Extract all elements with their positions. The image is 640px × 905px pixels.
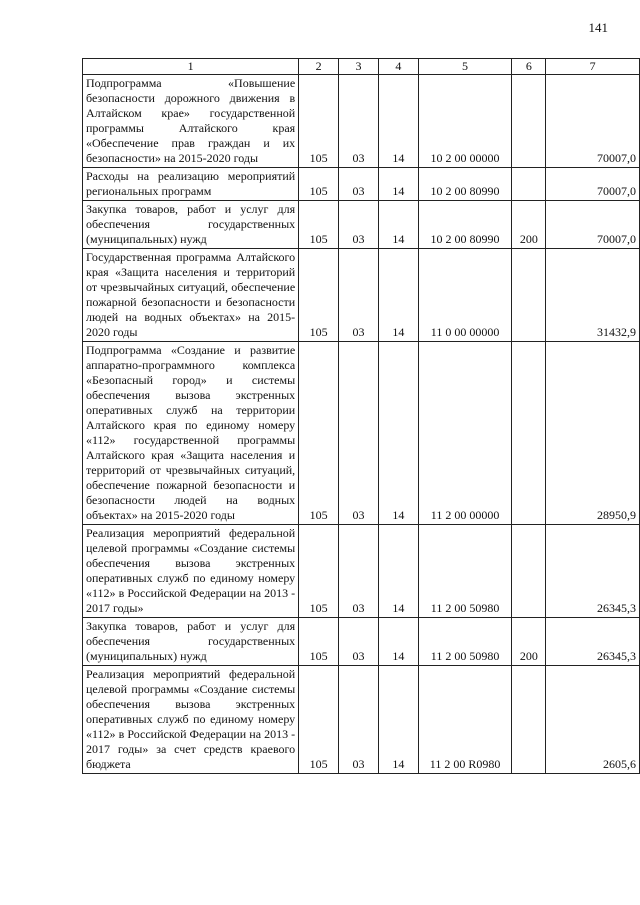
row-subsection-cell: 14	[378, 201, 418, 249]
row-expense-type-cell: 200	[512, 618, 546, 666]
row-amount-cell: 31432,9	[546, 249, 640, 342]
row-name-cell: Закупка товаров, работ и услуг для обеспечения государственных (муниципальных) нужд	[83, 618, 299, 666]
row-code-cell: 105	[299, 168, 339, 201]
table-row	[83, 342, 640, 525]
row-amount-cell: 26345,3	[546, 525, 640, 618]
row-code-cell: 105	[299, 342, 339, 525]
row-name-cell: Подпрограмма «Создание и развитие аппаратно-программного комплекса «Безопасный город» и системы обеспечения вызова экстренных оперативных служб на территории Алтайского края по единому номеру «112» государственной программы Алтайского края «Защита населения и территорий от чрезвычайных ситуаций, обеспечение пожарной безопасности и безопасности людей на водных объектах» на 2015-2020 годы	[83, 342, 299, 525]
row-subsection-cell: 14	[378, 249, 418, 342]
row-code-cell: 105	[299, 618, 339, 666]
row-target-article-cell: 10 2 00 80990	[418, 201, 512, 249]
row-section-cell: 03	[339, 342, 379, 525]
row-subsection-cell: 14	[378, 666, 418, 774]
row-expense-type-cell	[512, 666, 546, 774]
table-row	[83, 618, 640, 666]
header-cell: 4	[378, 59, 418, 75]
row-code-cell: 105	[299, 666, 339, 774]
budget-table	[82, 58, 640, 774]
row-subsection-cell: 14	[378, 168, 418, 201]
row-expense-type-cell	[512, 249, 546, 342]
row-section-cell: 03	[339, 525, 379, 618]
row-amount-cell: 70007,0	[546, 168, 640, 201]
table-row	[83, 201, 640, 249]
row-subsection-cell: 14	[378, 342, 418, 525]
row-expense-type-cell	[512, 342, 546, 525]
header-cell: 2	[299, 59, 339, 75]
header-cell: 3	[339, 59, 379, 75]
table-row	[83, 168, 640, 201]
row-target-article-cell: 11 2 00 50980	[418, 525, 512, 618]
header-cell: 7	[546, 59, 640, 75]
row-code-cell: 105	[299, 75, 339, 168]
row-code-cell: 105	[299, 249, 339, 342]
row-target-article-cell: 11 2 00 R0980	[418, 666, 512, 774]
row-target-article-cell: 10 2 00 80990	[418, 168, 512, 201]
table-row	[83, 525, 640, 618]
row-section-cell: 03	[339, 249, 379, 342]
row-target-article-cell: 11 2 00 50980	[418, 618, 512, 666]
row-subsection-cell: 14	[378, 525, 418, 618]
row-expense-type-cell: 200	[512, 201, 546, 249]
row-name-cell: Закупка товаров, работ и услуг для обеспечения государственных (муниципальных) нужд	[83, 201, 299, 249]
header-cell: 1	[83, 59, 299, 75]
row-amount-cell: 2605,6	[546, 666, 640, 774]
table-row	[83, 75, 640, 168]
row-name-cell: Подпрограмма «Повышение безопасности дорожного движения в Алтайском крае» государственной программы Алтайского края «Обеспечение прав граждан и их безопасности» на 2015-2020 годы	[83, 75, 299, 168]
row-code-cell: 105	[299, 201, 339, 249]
row-amount-cell: 26345,3	[546, 618, 640, 666]
row-name-cell: Реализация мероприятий федеральной целевой программы «Создание системы обеспечения вызова экстренных оперативных служб по единому номеру «112» в Российской Федерации на 2013 - 2017 годы» за счет средств краевого бюджета	[83, 666, 299, 774]
row-amount-cell: 28950,9	[546, 342, 640, 525]
row-expense-type-cell	[512, 168, 546, 201]
header-cell: 5	[418, 59, 512, 75]
row-target-article-cell: 11 2 00 00000	[418, 342, 512, 525]
row-name-cell: Расходы на реализацию мероприятий региональных программ	[83, 168, 299, 201]
row-target-article-cell: 10 2 00 00000	[418, 75, 512, 168]
row-expense-type-cell	[512, 525, 546, 618]
row-section-cell: 03	[339, 75, 379, 168]
row-subsection-cell: 14	[378, 75, 418, 168]
row-target-article-cell: 11 0 00 00000	[418, 249, 512, 342]
table-row	[83, 666, 640, 774]
header-cell: 6	[512, 59, 546, 75]
row-section-cell: 03	[339, 618, 379, 666]
row-subsection-cell: 14	[378, 618, 418, 666]
row-amount-cell: 70007,0	[546, 201, 640, 249]
row-section-cell: 03	[339, 666, 379, 774]
table-row	[83, 249, 640, 342]
row-code-cell: 105	[299, 525, 339, 618]
row-expense-type-cell	[512, 75, 546, 168]
row-section-cell: 03	[339, 168, 379, 201]
row-section-cell: 03	[339, 201, 379, 249]
row-name-cell: Реализация мероприятий федеральной целевой программы «Создание системы обеспечения вызова экстренных оперативных служб по единому номеру «112» в Российской Федерации на 2013 - 2017 годы»	[83, 525, 299, 618]
table-header-row	[83, 59, 640, 75]
page-number: 141	[588, 20, 608, 35]
row-name-cell: Государственная программа Алтайского края «Защита населения и территорий от чрезвычайных ситуаций, обеспечение пожарной безопасности и безопасности людей на водных объектах» на 2015-2020 годы	[83, 249, 299, 342]
row-amount-cell: 70007,0	[546, 75, 640, 168]
